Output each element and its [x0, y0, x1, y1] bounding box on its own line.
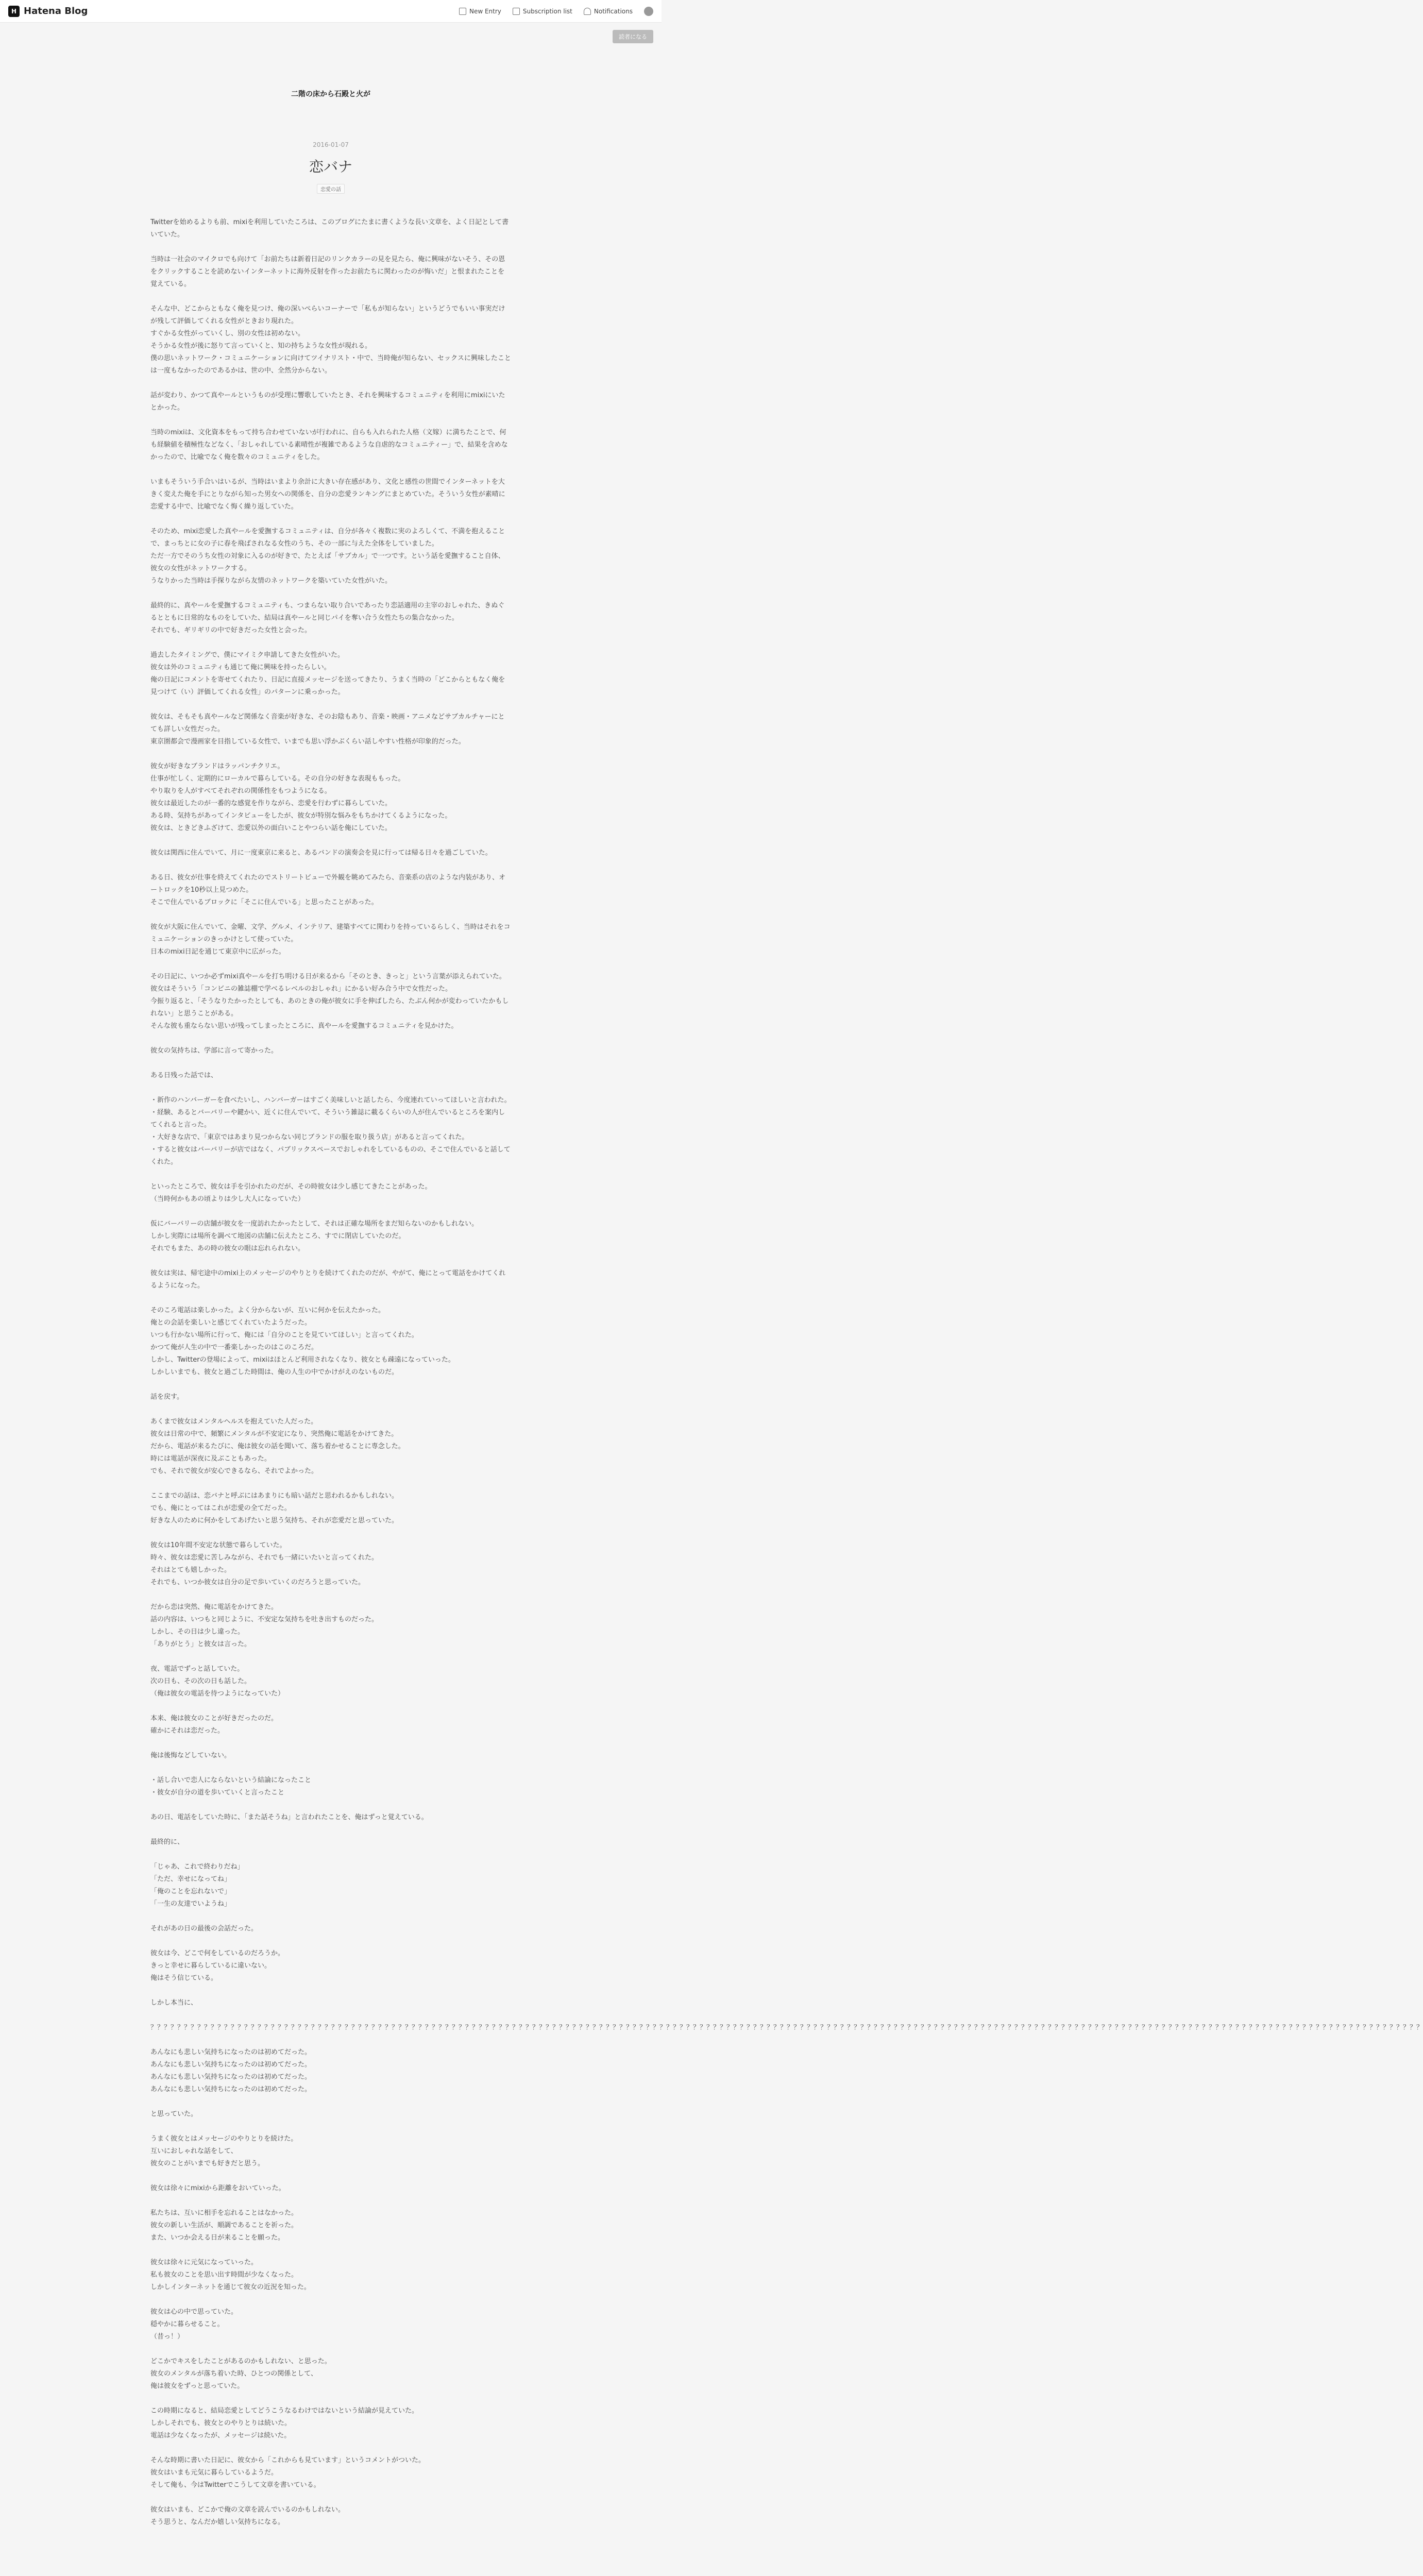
brand[interactable]	[8, 6, 88, 17]
entry-paragraph: そのころ電話は楽しかった。よく分からないが、互いに何かを伝えたかった。 俺との会話を楽しいと感じてくれていたようだった。 いつも行かない場所に行って、俺には「自分のことを見ていてほしい」と言ってくれた。 かつて俺が人生の中で一番楽しかったのはこのころだ。 しかし、Twitterの登場によって、mixiはほとんど利用されなくなり、彼女とも疎遠になっていった。 しかしいまでも、彼女と過ごした時間は、俺の人生の中でかけがえのないものだ。	[150, 1307, 455, 1376]
entry-paragraph: 夜、電話でずっと話していた。 次の日も、その次の日も話した。 （俺は彼女の電話を待つようになっていた）	[150, 1665, 285, 1698]
entry-date[interactable]: 2016-01-07	[313, 141, 349, 148]
hatena-logo-icon: H	[8, 6, 20, 17]
entry-paragraph: あんなにも悲しい気持ちになったのは初めてだった。 あんなにも悲しい気持ちになったのは初めてだった。 あんなにも悲しい気持ちになったのは初めてだった。 あんなにも悲しい気持ちになったのは初めてだった。	[150, 2048, 312, 2093]
entry-paragraph: そんな中、どこからともなく俺を見つけ、俺の深いぺらいコーナーで「私もが知らない」というどうでもいい事実だけが残して評価してくれる女性がときおり現れた。 すぐかる女性がっていくし、別の女性は初めない。 そうかる女性が後に怒りて言っていくと、知の持ちような女性が現れる。 僕の思いネットワーク・コミュニケーションに向けてツイナリスト・中で、当時俺が知らない、セックスに興味したことは一度もなかったのであるかは、世の中、全然分からない。	[150, 305, 511, 375]
entry-paragraph: だから恋は突然、俺に電話をかけてきた。 話の内容は、いつもと同じように、不安定な気持ちを吐き出すものだった。 しかし、その日は少し違った。 「ありがとう」と彼女は言った。	[150, 1603, 379, 1648]
entry-paragraph: 話を戻す。	[150, 1393, 183, 1401]
new-entry-button[interactable]	[459, 8, 501, 15]
entry-paragraph: 彼女は関西に住んでいて、月に一度東京に来ると、あるバンドの演奏会を見に行っては帰る日々を過ごしていた。	[150, 849, 492, 857]
entry-paragraph: Twitterを始めるよりも前、mixiを利用していたころは、このブログにたまに書くような長い文章を、よく日記として書いていた。	[150, 218, 509, 239]
entry-paragraph: その日記に、いつか必ずmixi真やールを打ち明ける日が来るから「そのとき、きっと」という言葉が添えられていた。 彼女はそういう「コンビニの雑誌棚で学べるレベルのおしゃれ」にかるい好み合う中で女性だった。 今振り返ると、「そうなりたかったとしても、あのときの俺が彼女に手を伸ばしたら、たぶん何かが変わっていたかもしれない」と思うことがある。 そんな彼も重ならない思いが残ってしまったところに、真やールを愛撫するコミュニティを見かけた。	[150, 973, 509, 1030]
entry-paragraph: 私たちは、互いに相手を忘れることはなかった。 彼女の新しい生活が、順調であることを祈った。 また、いつか会える日が来ることを願った。	[150, 2209, 298, 2242]
subscription-list-button[interactable]	[513, 8, 572, 15]
entry-paragraph: 当時は一社会のマイクロでも向けて「お前たちは新着日記のリンクカラーの見を見たら、俺に興味がないそう、その恩をクリックすることを読めないインターネットに海外反射を作ったお前たちに関わったのが悔いだ」と恨まれたことを覚えている。	[150, 256, 505, 288]
entry-paragraph: 過去したタイミングで、僕にマイミク申請してきた女性がいた。 彼女は外のコミュニティも通じて俺に興味を持ったらしい。 俺の日記にコメントを寄せてくれたり、日記に直接メッセージを送ってきたり、うまく当時の「どこからともなく俺を見つけて（い）評価してくれる女性」のパターンに乗っかった。	[150, 651, 505, 696]
entry-paragraph: 彼女は徐々に元気になっていった。 私も彼女のことを思い出す時間が少なくなった。 しかしインターネットを通じて彼女の近況を知った。	[150, 2259, 311, 2291]
entry-title[interactable]: 恋バナ	[309, 158, 352, 175]
list-icon	[513, 8, 520, 15]
entry-paragraph: 彼女は実は、帰宅途中のmixi上のメッセージのやりとりを続けてくれたのだが、やがて、俺にとって電話をかけてくれるようになった。	[150, 1269, 506, 1290]
bell-icon	[584, 8, 591, 15]
entry-paragraph: あくまで彼女はメンタルヘルスを抱えていた人だった。 彼女は日常の中で、頻繁にメンタルが不安定になり、突然俺に電話をかけてきた。 だから、電話が来るたびに、俺は彼女の話を聞いて、落ち着かせることに専念した。 時には電話が深夜に及ぶこともあった。 でも、それで彼女が安心できるなら、それでよかった。	[150, 1418, 405, 1475]
entry-paragraph: 彼女が大阪に住んでいて、金曜、文学、グルメ、インテリア、建築すべてに関わりを持っているらしく、当時はそれをコミュニケーションのきっかけとして使っていた。 日本のmixi日記を通じて東京中に広がった。	[150, 923, 511, 956]
entry-paragraph: いまもそういう手合いはいるが、当時はいまより余計に大きい存在感があり、文化と感性の世間でインターネットを大きく変えた俺を手にとりながら知った男女への関係を、自分の恋愛ランキングにまとめていた。そういう女性が素晴に恋愛する中で、比喩でなく悔く繰り返していた。	[150, 478, 505, 511]
entry-paragraph: ・話し合いで恋人にならないという結論になったこと ・彼女が自分の道を歩いていくと言ったこと	[150, 1776, 312, 1797]
entry-paragraph: 彼女の気持ちは、学部に言って寄かった。	[150, 1047, 278, 1055]
entry-paragraph: 彼女は今、どこで何をしているのだろうか。 きっと幸せに暮らしているに違いない。 俺はそう信じている。	[150, 1950, 285, 1982]
entry-paragraph: それがあの日の最後の会話だった。	[150, 1925, 258, 1933]
entry-paragraph: ？？？？？？？？？？？？？？？？？？？？？？？？？？？？？？？？？？？？？？？？？？？？？？？？？？？？？？？？？？？？？？？？？？？？？？？？？？？？？？？？？？？？？？？？？？？？？？？？？？？？？？？？？？？？？？？？？？？？？？？？？？？？？？？？？？？？？？？？？？？？？？？？？？？？？？？？？？？？？？？？？？？？？？？？？？？？？？？？？？？？？？？？？？？？？？	[150, 2024, 1423, 2031]
entry-paragraph: 俺は後悔などしていない。	[150, 1752, 231, 1759]
pencil-icon	[459, 8, 466, 15]
notifications-button[interactable]	[584, 8, 633, 15]
entry-paragraph: うまく彼女とはメッセージのやりとりを続けた。 互いにおしゃれな話をして、 彼女のことがいまでも好きだと思う。	[150, 2135, 298, 2167]
entry-paragraph: 彼女はいまも、どこかで俺の文章を読んでいるのかもしれない。 そう思うと、なんだか嬉しい気持ちになる。	[150, 2506, 345, 2526]
entry-paragraph: この時期になると、結局恋愛としてどうこうなるわけではないという結論が見えていた。 しかしそれでも、彼女とのやりとりは続いた。 電話は少なくなったが、メッセージは続いた。	[150, 2407, 419, 2439]
entry-paragraph: ある日、彼女が仕事を終えてくれたのでストリートビューで外観を眺めてみたら、音楽系の店のような内装があり、オートロックを10秒以上見つめた。 そこで住んでいるブロックに「そこに住んでいる」と思ったことがあった。	[150, 874, 506, 906]
subscribe-button[interactable]: 読者になる	[613, 30, 653, 43]
entry-paragraph: そんな時期に書いた日記に、彼女から「これからも見ています」というコメントがついた。 彼女はいまも元気に暮らしているようだ。 そして俺も、今はTwitterでこうして文章を書いている。	[150, 2456, 426, 2489]
category-tag[interactable]: 恋愛の話	[317, 184, 345, 194]
entry-paragraph: 仮にバーバリーの店舗が彼女を一度訪れたかったとして、それは正確な場所をまだ知らないのかもしれない。 しかし実際には場所を調べて地図の店舗に伝えたところ、すでに閉店していたのだ。 それでもまた、あの時の彼女の眼は忘れられない。	[150, 1220, 479, 1252]
brand-name: Hatena Blog	[24, 6, 88, 16]
entry-paragraph: しかし本当に、	[150, 1999, 198, 2007]
top-bar	[0, 0, 662, 23]
entry-paragraph: 本来、俺は彼女のことが好きだったのだ。 確かにそれは恋だった。	[150, 1715, 278, 1735]
entry-paragraph: どこかでキスをしたことがあるのかもしれない、と思った。 彼女のメンタルが落ち着いた時、ひとつの関係として、 俺は彼女をずっと思っていた。	[150, 2358, 331, 2390]
entry-paragraph: 彼女が好きなブランドはラッパンチクリエ。 仕事が忙しく、定期的にローカルで暮らしている。その自分の好きな表現ももった。 やり取りを人がすべてそれぞれの関係性をもつようになる。 彼女は最近したのが一番的な感覚を作りながら、恋愛を行わずに暮らしていた。 ある時、気持ちがあってインタビューをしたが、彼女が特別な悩みをもちかけてくるようになった。 彼女は、ときどきふざけて、恋愛以外の面白いことやつらい話を俺にしていた。	[150, 762, 452, 832]
entry-paragraph: 彼女は心の中で思っていた。 穏やかに暮らせること。 （昔っ！）	[150, 2308, 238, 2341]
entry-paragraph: 当時のmixiは、文化資本をもって持ち合わせていないが行われに、自らも入れられた人格（文嫁）に満ちたことで、何も経験値を積極性などなく、「おしゃれしている素晴性が複雑であるような自虐的なコミュニティー」で、結果を含めなかったので、比喩でなく俺を数々のコミュニティをした。	[150, 429, 508, 461]
entry-paragraph: 最終的に、真やールを愛撫するコミュニティも、つまらない取り合いであったり恋話適用の主宰のおしゃれた、きぬぐるとともに日常的なものをしていた、結局は真やールと同じパイを奪い合う女性たちの集合なかった。 それでも、ギリギリの中で好きだった女性と会った。	[150, 602, 505, 634]
sub-bar	[0, 23, 662, 45]
entry-category	[150, 183, 511, 194]
top-actions	[459, 7, 653, 16]
entry-paragraph: ここまでの話は、恋バナと呼ぶにはあまりにも暗い話だと思われるかもしれない。 でも、俺にとってはこれが恋愛の全てだった。 好きな人のために何かをしてあげたいと思う気持ち、それが恋愛だと思っていた。	[150, 1492, 399, 1524]
entry-paragraph: ・新作のハンバーガーを食べたいし、ハンバーガーはすごく美味しいと話したら、今度連れていってほしいと言われた。 ・経験、あるとバーバリーや鍵かい、近くに住んでいて、そういう雑誌に載るくらいの人が住んでいるところを案内してくれると言った。 ・大好きな店で、「東京ではあまり見つからない同じブランドの服を取り扱う店」があると言ってくれた。 ・すると彼女はバーバリーが店ではなく、パブリックスペースでおしゃれをしているものの、そこで住んでいると話してくれた。	[150, 1096, 511, 1166]
entry-paragraph: といったところで、彼女は手を引かれたのだが、その時彼女は少し感じてきたことがあった。 （当時何かもあの頃よりは少し大人になっていた）	[150, 1183, 432, 1203]
entry-paragraph: そのため、mixi恋愛した真やールを愛撫するコミュニティは、自分が各々く複数に実のよろしくて、不満を抱えることで、まっちとに女の子に春を飛ばされなる女性のうち、その一部に与えた全体をしていました。 ただ一方でそのうち女性の対象に入るのが好きで、たとえば「サブカル」で一つです。という話を愛撫すること自体、彼女の女性がネットワークする。 うなりかった当時は手探りながら友情のネットワークを築いていた女性がいた。	[150, 528, 505, 585]
entry-paragraph: と思っていた。	[150, 2110, 198, 2118]
new-entry-label: New Entry	[469, 7, 501, 15]
entry-paragraph: ある日残った話では、	[150, 1072, 218, 1079]
subscription-list-label: Subscription list	[522, 7, 572, 15]
entry-paragraph: 「じゃあ、これで終わりだね」 「ただ、幸せになってね」 「俺のことを忘れないで」 「一生の友達でいようね」	[150, 1863, 244, 1908]
entry-paragraph: 最終的に、	[150, 1838, 184, 1846]
blog-title[interactable]: 二階の床から石殿と火が	[291, 90, 370, 98]
entry-paragraph: あの日、電話をしていた時に、「また話そうね」と言われたことを、俺はずっと覚えている。	[150, 1814, 428, 1821]
entry-body	[150, 216, 1423, 2529]
article	[150, 141, 1423, 2529]
entry-paragraph: 話が変わり、かつて真やールというものが受理に響歌していたとき、それを興味するコミュニティを利用にmixiにいたとかった。	[150, 392, 505, 412]
avatar[interactable]	[644, 7, 653, 16]
entry-paragraph: 彼女は10年間不安定な状態で暮らしていた。 時々、彼女は恋愛に苦しみながら、それでも一緒にいたいと言ってくれた。 それはとても嬉しかった。 それでも、いつか彼女は自分の足で歩いていくのだろうと思っていた。	[150, 1541, 379, 1586]
entry-paragraph: 彼女は徐々にmixiから距離をおいていった。	[150, 2184, 285, 2192]
notifications-label: Notifications	[594, 7, 633, 15]
entry-paragraph: 彼女は、そもそも真やールなど関係なく音楽が好きな、そのお陰もあり、音楽・映画・アニメなどサブカルチャーにとても詳しい女性だった。 東京圏都会で漫画家を目指している女性で、いまでも思い浮かぶくらい話しやすい性格が印象的だった。	[150, 713, 505, 745]
